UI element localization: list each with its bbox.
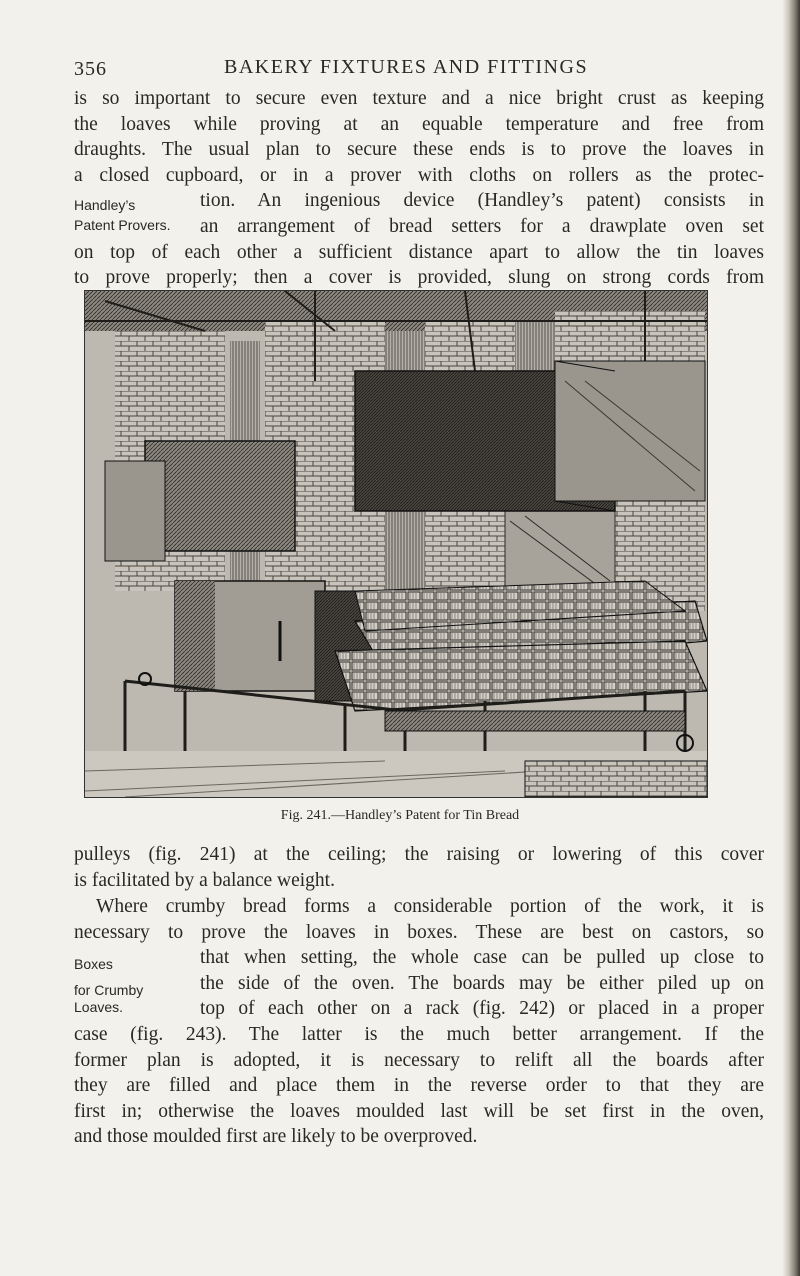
figure-engraving [84, 290, 708, 798]
text-line: a closed cupboard, or in a prover with cloths on rollers as the protec- [74, 164, 764, 186]
text-line: necessary to prove the loaves in boxes. These are best on castors, so [74, 921, 764, 943]
margin-note-line: Loaves. [74, 999, 124, 1015]
text-line: is so important to secure even texture and a nice bright crust as keeping [74, 88, 764, 109]
text-line: on top of each other a sufficient distance apart to allow the tin loaves [74, 241, 764, 263]
text-line: an arrangement of bread setters for a drawplate oven set [200, 215, 764, 237]
margin-note-line: Boxes [74, 956, 113, 972]
figure-caption: Fig. 241.—Handley’s Patent for Tin Bread [280, 808, 520, 823]
text-line: former plan is adopted, it is necessary to relift all the boards after [74, 1049, 764, 1071]
margin-note-line: Patent Provers. [74, 217, 171, 233]
text-line: that when setting, the whole case can be pulled up close to [200, 947, 764, 969]
margin-note-line: for Crumby [74, 982, 144, 998]
paragraph-2 [74, 842, 764, 893]
margin-note-handleys-patent [74, 197, 171, 234]
margin-note-boxes-crumby-loaves [74, 956, 143, 1016]
paragraph-1 [74, 86, 764, 291]
text-line: Where crumby bread forms a considerable portion of the work, it is [96, 896, 764, 917]
engraving-illustration [85, 291, 707, 797]
text-line: the side of the oven. The boards may be either piled up on [200, 972, 764, 994]
page-edge-shadow [782, 0, 800, 1276]
text-line: top of each other on a rack (fig. 242) or placed in a proper [200, 998, 764, 1020]
text-line: pulleys (fig. 241) at the ceiling; the raising or lowering of this cover [74, 844, 764, 865]
text-line: first in; otherwise the loaves moulded last will be set first in the oven, [74, 1100, 764, 1122]
margin-note-line: Handley’s [74, 197, 136, 213]
text-line: is facilitated by a balance weight. [74, 869, 335, 891]
text-line: to prove properly; then a cover is provided, slung on strong cords from [74, 267, 764, 289]
text-line: case (fig. 243). The latter is the much better arrangement. If the [74, 1023, 764, 1045]
text-line: the loaves while proving at an equable temperature and free from [74, 113, 764, 135]
text-line: they are filled and place them in the reverse order to that they are [74, 1075, 764, 1097]
page-number: 356 [74, 58, 107, 80]
paragraph-3 [74, 894, 764, 1150]
text-line: tion. An ingenious device (Handley’s patent) consists in [200, 190, 764, 212]
text-line: and those moulded first are likely to be overproved. [74, 1126, 478, 1148]
text-line: draughts. The usual plan to secure these ends is to prove the loaves in [74, 139, 764, 161]
running-head: BAKERY FIXTURES AND FITTINGS [224, 56, 589, 78]
